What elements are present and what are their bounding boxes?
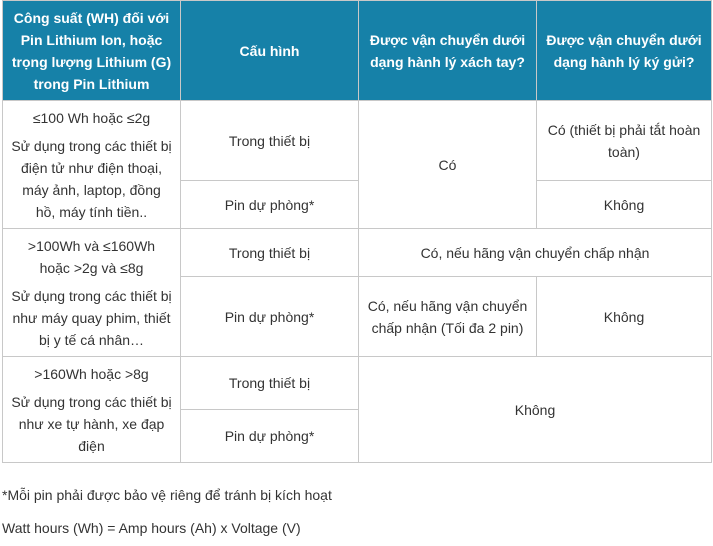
- table-row: [3, 357, 712, 410]
- config-spare: Pin dự phòng*: [181, 277, 359, 357]
- battery-rules-table: [2, 0, 712, 463]
- capacity-cell: [3, 101, 181, 229]
- capacity-description: Sử dụng trong các thiết bị điện tử như điện thoại, máy ảnh, laptop, đồng hồ, máy tính tiền..: [11, 137, 172, 220]
- header-capacity: Công suất (WH) đối với Pin Lithium Ion, hoặc trọng lượng Lithium (G) trong Pin Lithium: [3, 1, 181, 101]
- checked-in-device-value: Có (thiết bị phải tắt hoàn toàn): [537, 101, 712, 181]
- capacity-value: ≤100 Wh hoặc ≤2g: [32, 109, 151, 126]
- in-device-value: Có, nếu hãng vận chuyển chấp nhận: [359, 229, 712, 277]
- config-spare: Pin dự phòng*: [181, 410, 359, 463]
- capacity-cell: [3, 229, 181, 357]
- header-configuration: Cấu hình: [181, 1, 359, 101]
- capacity-description: Sử dụng trong các thiết bị như máy quay phim, thiết bị y tế cá nhân…: [11, 287, 172, 348]
- header-checked-baggage: Được vận chuyển dưới dạng hành lý ký gửi?: [537, 1, 712, 101]
- spare-carry-on-value: Có, nếu hãng vận chuyển chấp nhận (Tối đa 2 pin): [359, 277, 537, 357]
- capacity-value: >100Wh và ≤160Wh hoặc >2g và ≤8g: [27, 237, 156, 276]
- all-value: Không: [359, 357, 712, 463]
- table-row: [3, 101, 712, 181]
- config-in-device: Trong thiết bị: [181, 101, 359, 181]
- capacity-cell: [3, 357, 181, 463]
- header-row: [3, 1, 712, 101]
- config-in-device: Trong thiết bị: [181, 229, 359, 277]
- checked-spare-value: Không: [537, 181, 712, 229]
- capacity-value: >160Wh hoặc >8g: [34, 365, 149, 382]
- watt-hours-formula: Watt hours (Wh) = Amp hours (Ah) x Voltage (V): [2, 520, 301, 536]
- carry-on-value: Có: [359, 101, 537, 229]
- config-spare: Pin dự phòng*: [181, 181, 359, 229]
- capacity-description: Sử dụng trong các thiết bị như xe tự hành, xe đạp điện: [11, 393, 172, 454]
- config-in-device: Trong thiết bị: [181, 357, 359, 410]
- spare-checked-value: Không: [537, 277, 712, 357]
- header-carry-on: Được vận chuyển dưới dạng hành lý xách tay?: [359, 1, 537, 101]
- spare-battery-note: *Mỗi pin phải được bảo vệ riêng để tránh bị kích hoạt: [2, 487, 332, 503]
- table-row: [3, 229, 712, 277]
